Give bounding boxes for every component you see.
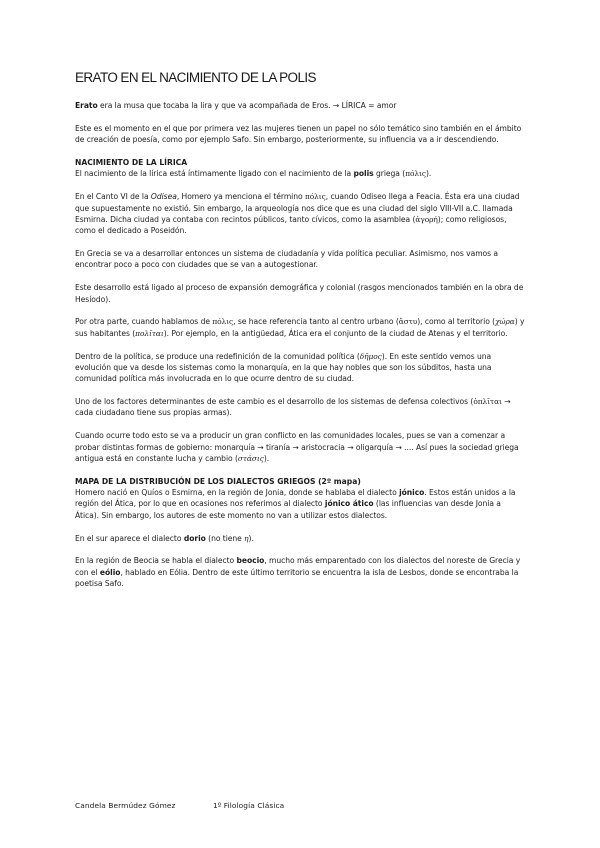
paragraph-dentro: Dentro de la política, se produce una redefinición de la comunidad política (δῆμος). En este sentido vemos una evolución que va desde los sistemas como la monarquía, en la que hay nobles que son los súbditos, hasta una comunidad política más involucrada en lo que ocurre dentro de su ciudad. [75, 351, 492, 384]
greek-polis: πόλις [212, 317, 234, 327]
paragraph-factores: Uno de los factores determinantes de este cambio es el desarrollo de los sistemas de defensa colectivos (ὁπλῖται → cada ciudadano tiene sus propias armas). [75, 397, 511, 418]
greek-politai: πολῖται [135, 328, 164, 338]
footer-course: 1º Filología Clásica [212, 801, 285, 810]
document-title: ERATO EN EL NACIMIENTO DE LA POLIS [75, 70, 316, 85]
dorio-term: dorio [183, 533, 206, 543]
paragraph-beocia: En la región de Beocia se habla el dialecto beocio, mucho más emparentado con los dialectos del noreste de Grecia y con el eólio, hablado en Eólia. Dentro de este último territorio se encuentra la isla de Lesbos, donde se encontraba la poetisa Safo. [75, 556, 521, 589]
odisea-title: Odisea [150, 192, 177, 202]
paragraph-canto: En el Canto VI de la Odisea, Homero ya menciona el término πόλις, cuando Odiseo llega a Feacia. Ésta era una ciudad que supuestamente no existió. Sin embargo, la arqueología nos dice que es una ciudad del siglo VIII-VII a.C. llamada Esmirna. Dicha ciudad ya contaba con recintos públicos, tanto cívicos, como la asamblea (ἀγορή); como religiosos, como el dedicado a Poseidón. [75, 192, 520, 236]
greek-eta: η [244, 533, 249, 543]
paragraph-women: Este es el momento en el que por primera vez las mujeres tienen un papel no sólo temático sino también en el ámbito de creación de poesía, como por ejemplo Safo. Sin embargo, posteriormente, su influencia va a ir descendiendo. [75, 123, 522, 145]
greek-polis: πόλις [405, 169, 426, 179]
section-heading-lirica: NACIMIENTO DE LA LÍRICA [75, 158, 188, 168]
paragraph-homero: Homero nació en Quíos o Esmirna, en la región de Jonia, donde se hablaba el dialecto jónico. Estos están unidos a la región del Ática, por lo que en ocasiones nos referimos al dialecto jónico ático (las influencias van desde Jonia a Ática). Sin embargo, los autores de este momento no van a utilizar estos dialectos. [75, 488, 516, 520]
greek-astu: ἄστυ [398, 317, 418, 327]
greek-demos: δῆμος [359, 351, 382, 361]
polis-term: polis [353, 169, 374, 179]
footer-author: Candela Bermúdez Gómez [75, 801, 176, 810]
greek-agora: ἀγορή [415, 214, 438, 224]
jonico-term: jónico [399, 488, 425, 498]
paragraph-sur: En el sur aparece el dialecto dorio (no tiene η). [75, 533, 254, 543]
page-footer [75, 801, 284, 810]
paragraph-desarrollo: Este desarrollo está ligado al proceso de expansión demográfica y colonial (rasgos mencionados también en la obra de Hesíodo). [75, 283, 524, 304]
jonico-atico-term: jónico ático [324, 499, 374, 509]
section-heading-dialectos: MAPA DE LA DISTRIBUCIÓN DE LOS DIALECTOS GRIEGOS (2º mapa) [75, 476, 361, 486]
paragraph-cuando: Cuando ocurre todo esto se va a producir un gran conflicto en las comunidades locales, pues se van a comenzar a probar distintas formas de gobierno: monarquía → tiranía → aristocracia → oligarquía → .... Así pues la sociedad griega antigua está en constante lucha y cambio (στάσις). [75, 431, 519, 463]
erato-term: Erato [75, 101, 98, 110]
paragraph-nacimiento: El nacimiento de la lírica está íntimamente ligado con el nacimiento de la polis griega (πόλις). [75, 169, 432, 179]
paragraph-grecia: En Grecia se va a desarrollar entonces un sistema de ciudadanía y vida política peculiar. Asimismo, nos vamos a encontrar poco a poco con ciudades que se van a autogestionar. [75, 249, 499, 270]
paragraph-erato: Erato era la musa que tocaba la lira y que va acompañada de Eros. → LÍRICA = amor [75, 101, 397, 110]
greek-hoplitai: ὁπλῖται [473, 397, 502, 407]
beocio-term: beocio [236, 556, 265, 566]
paragraph-otra-parte: Por otra parte, cuando hablamos de πόλις, se hace referencia tanto al centro urbano (ἄστυ), como al territorio (χώρα) y sus habitantes (πολῖται). Por ejemplo, en la antigüedad, Ática era el conjunto de la ciudad de Atenas y el territorio. [75, 317, 525, 338]
greek-polis: πόλις [304, 192, 326, 202]
greek-chora: χώρα [495, 317, 515, 327]
eolio-term: eólio [99, 567, 121, 577]
greek-stasis: στάσις [237, 453, 264, 463]
